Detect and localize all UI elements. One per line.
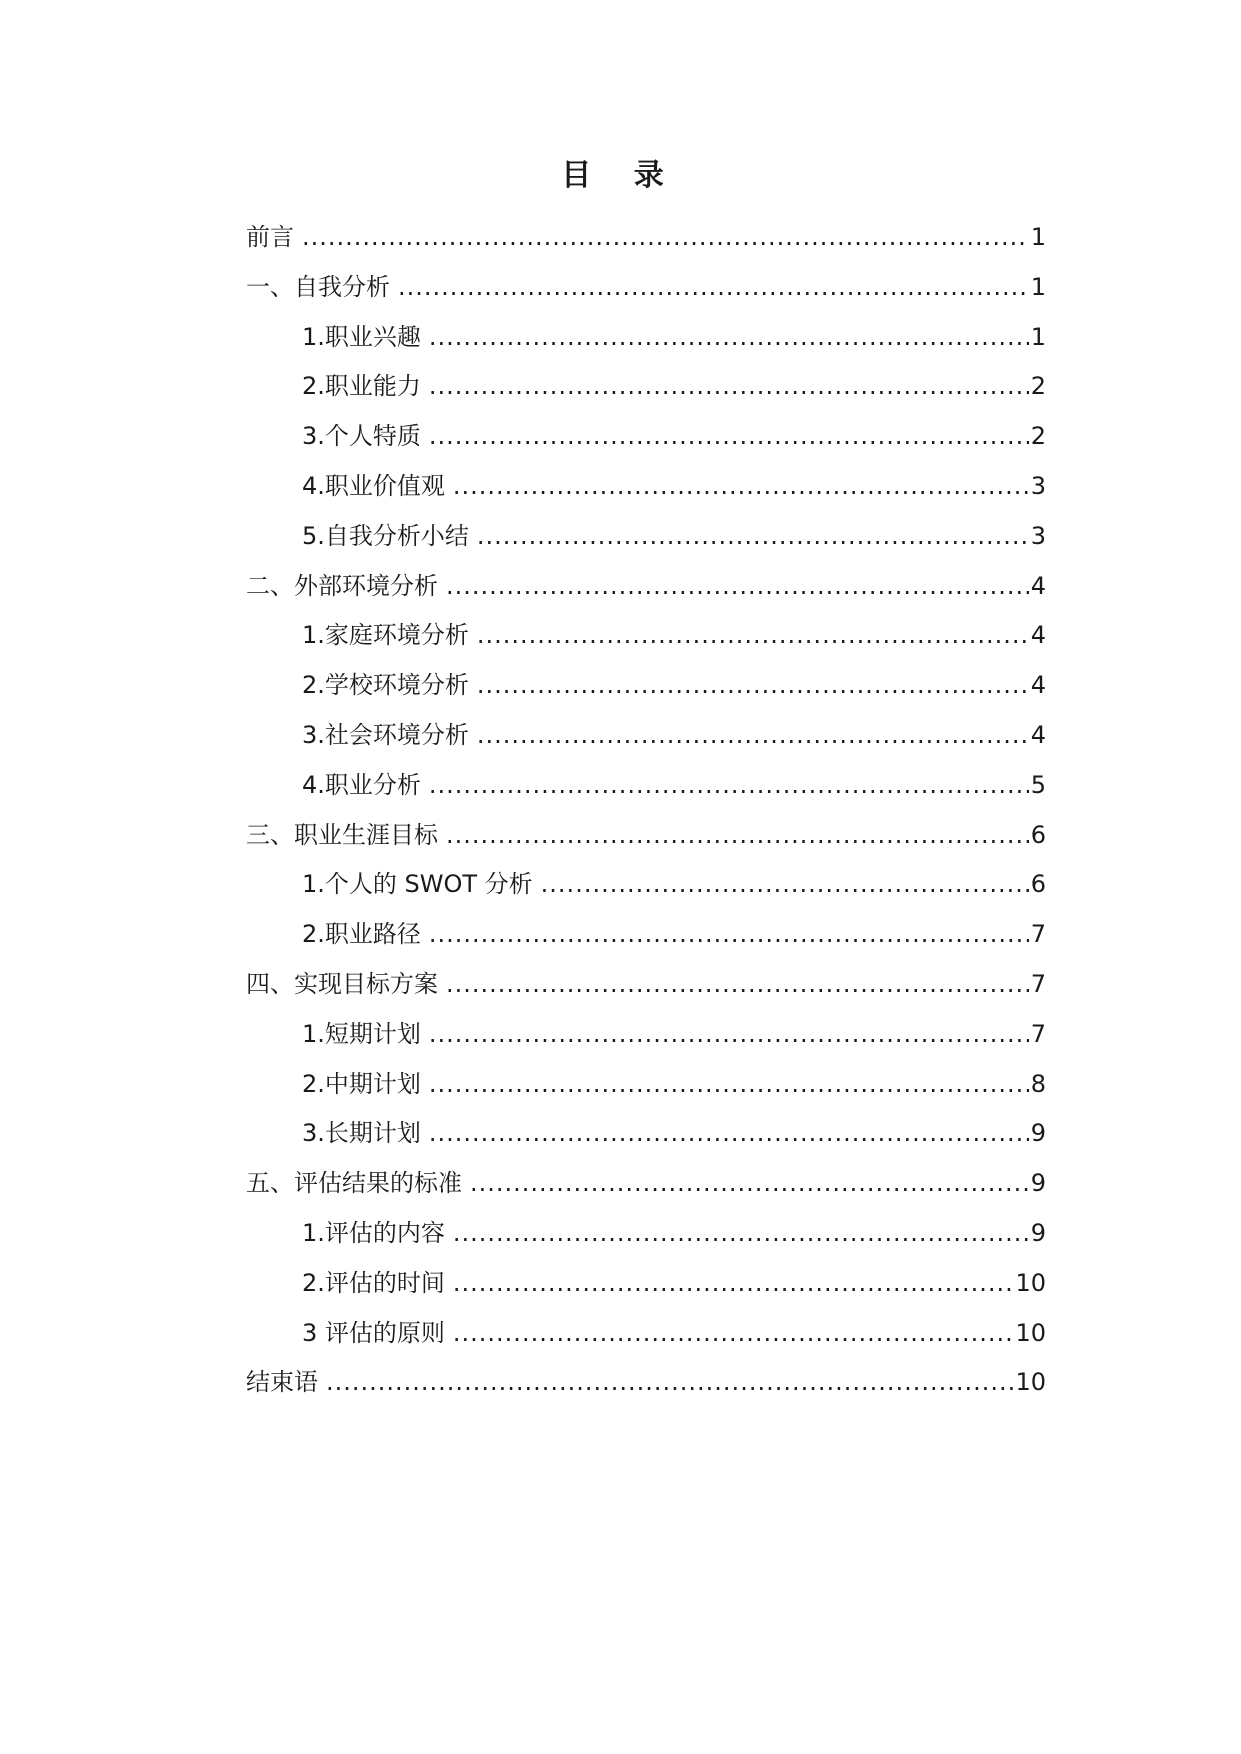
toc-entry-page: 1 [1030, 322, 1046, 351]
dot-leader [429, 322, 1029, 352]
dot-leader [429, 919, 1029, 949]
toc-entry-page: 7 [1030, 920, 1046, 949]
toc-entry-label: 2.中期计划 [302, 1069, 421, 1098]
toc-entry-page: 4 [1030, 720, 1046, 749]
dot-leader [446, 571, 1029, 601]
toc-entry[interactable] [246, 670, 1046, 720]
toc-entry-label: 2.职业能力 [302, 372, 421, 401]
toc-entry-page: 7 [1030, 1019, 1046, 1048]
toc-entry-label: 2.评估的时间 [302, 1268, 445, 1297]
toc-entry-label: 3 评估的原则 [302, 1318, 445, 1347]
toc-entry-page: 9 [1030, 1218, 1046, 1247]
toc-entry-label: 1.家庭环境分析 [302, 621, 469, 650]
page-title: 目 录 [561, 158, 680, 193]
toc-entry-label: 四、实现目标方案 [246, 969, 438, 998]
toc-entry-page: 2 [1030, 422, 1046, 451]
toc-entry-label: 1.短期计划 [302, 1019, 421, 1048]
toc-entry[interactable] [246, 371, 1046, 421]
toc-entry[interactable] [246, 222, 1046, 272]
toc-entry-page: 2 [1030, 372, 1046, 401]
toc-entry[interactable] [246, 919, 1046, 969]
toc-entry-label: 3.社会环境分析 [302, 720, 469, 749]
toc-entry-label: 3.长期计划 [302, 1119, 421, 1148]
toc-entry[interactable] [246, 820, 1046, 870]
dot-leader [398, 272, 1029, 302]
toc-entry-page: 5 [1030, 770, 1046, 799]
toc-entry-label: 前言 [246, 223, 294, 251]
dot-leader [429, 1019, 1029, 1049]
toc-entry-label: 2.职业路径 [302, 920, 421, 949]
dot-leader [429, 421, 1029, 451]
toc-entry-page: 10 [1015, 1368, 1046, 1397]
toc-entry-label: 一、自我分析 [246, 272, 390, 301]
toc-entry[interactable] [246, 770, 1046, 820]
dot-leader [477, 521, 1029, 551]
toc-entry[interactable] [246, 1019, 1046, 1069]
toc-entry-label: 结束语 [246, 1368, 318, 1397]
toc-entry[interactable] [246, 1168, 1046, 1218]
toc-entry-page: 1 [1030, 223, 1046, 251]
toc-entry-label: 1.评估的内容 [302, 1218, 445, 1247]
toc-entry-page: 4 [1030, 671, 1046, 700]
toc-entry-page: 9 [1030, 1169, 1046, 1198]
dot-leader [453, 1268, 1014, 1298]
dot-leader [326, 1367, 1013, 1397]
toc-entry[interactable] [246, 521, 1046, 571]
toc-entry[interactable] [246, 1318, 1046, 1368]
dot-leader [470, 1168, 1029, 1198]
toc-entry-label: 3.个人特质 [302, 422, 421, 451]
dot-leader [429, 1118, 1029, 1148]
toc-entry-label: 2.学校环境分析 [302, 671, 469, 700]
dot-leader [477, 620, 1029, 650]
toc-entry-page: 6 [1030, 820, 1046, 849]
dot-leader [453, 1218, 1029, 1248]
toc-entry-label: 1.职业兴趣 [302, 322, 421, 351]
toc-entry[interactable] [246, 1367, 1046, 1417]
toc-entry-page: 10 [1015, 1268, 1046, 1297]
dot-leader [541, 869, 1029, 899]
toc-entry[interactable] [246, 720, 1046, 770]
toc-entry[interactable] [246, 272, 1046, 322]
dot-leader [302, 222, 1029, 252]
dot-leader [446, 820, 1029, 850]
toc-entry[interactable] [246, 471, 1046, 521]
toc-entry[interactable] [246, 620, 1046, 670]
toc-entry-label: 5.自我分析小结 [302, 521, 469, 550]
toc-entry[interactable] [246, 1268, 1046, 1318]
toc-entry[interactable] [246, 1069, 1046, 1119]
toc-entry-label: 1.个人的 SWOT 分析 [302, 870, 533, 899]
toc-entry-page: 9 [1030, 1119, 1046, 1148]
toc-entry[interactable] [246, 1118, 1046, 1168]
toc-entry-page: 3 [1030, 521, 1046, 550]
dot-leader [477, 720, 1029, 750]
toc-entry[interactable] [246, 969, 1046, 1019]
toc-entry-label: 二、外部环境分析 [246, 571, 438, 600]
dot-leader [453, 471, 1029, 501]
toc-entry-page: 4 [1030, 571, 1046, 600]
toc-entry-label: 三、职业生涯目标 [246, 820, 438, 849]
toc-entry[interactable] [246, 571, 1046, 621]
toc-entry-label: 4.职业价值观 [302, 471, 445, 500]
dot-leader [429, 770, 1029, 800]
toc-entry-page: 7 [1030, 969, 1046, 998]
toc-entry-label: 4.职业分析 [302, 770, 421, 799]
toc-entry-page: 1 [1030, 272, 1046, 301]
toc-entry-page: 10 [1015, 1318, 1046, 1347]
dot-leader [446, 969, 1029, 999]
toc-entry[interactable] [246, 1218, 1046, 1268]
toc-entry[interactable] [246, 322, 1046, 372]
table-of-contents [246, 222, 1046, 1417]
dot-leader [429, 1069, 1029, 1099]
toc-entry-page: 8 [1030, 1069, 1046, 1098]
dot-leader [453, 1318, 1014, 1348]
toc-entry[interactable] [246, 869, 1046, 919]
toc-entry-page: 6 [1030, 870, 1046, 899]
toc-entry-page: 3 [1030, 471, 1046, 500]
toc-entry-page: 4 [1030, 621, 1046, 650]
dot-leader [429, 371, 1029, 401]
toc-entry-label: 五、评估结果的标准 [246, 1169, 462, 1198]
toc-entry[interactable] [246, 421, 1046, 471]
dot-leader [477, 670, 1029, 700]
